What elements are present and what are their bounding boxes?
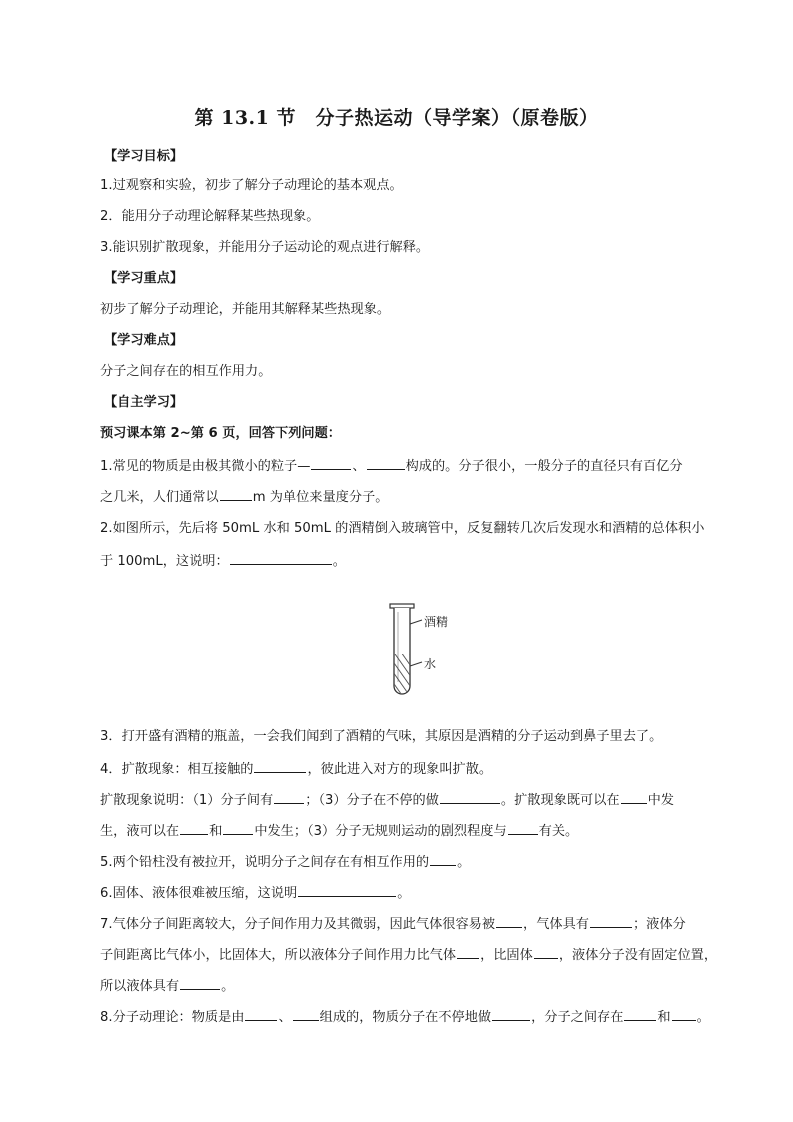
q7-blank-1[interactable] <box>496 913 522 928</box>
q2-text-b: 于 100mL，这说明： <box>100 554 229 569</box>
q4-blank-5[interactable] <box>180 820 208 835</box>
q1-blank-1[interactable] <box>311 455 351 470</box>
q4-text-e: 。扩散现象既可以在 <box>500 793 620 808</box>
q7-blank-4[interactable] <box>534 944 558 959</box>
q8-blank-5[interactable] <box>672 1006 696 1021</box>
q8-blank-2[interactable] <box>293 1006 319 1021</box>
q7-blank-2[interactable] <box>590 913 632 928</box>
objective-3: 3.能识别扩散现象，并能用分子运动论的观点进行解释。 <box>100 240 430 255</box>
question-8 <box>100 1006 725 1028</box>
q4-text-b: ，彼此进入对方的现象叫扩散。 <box>307 762 493 777</box>
q4-blank-4[interactable] <box>621 789 647 804</box>
question-3: 3．打开盛有酒精的瓶盖，一会我们闻到了酒精的气味，其原因是酒精的分子运动到鼻子里去了。 <box>100 729 663 744</box>
question-1-line-1 <box>100 455 725 477</box>
question-6 <box>100 882 725 904</box>
q6-blank-1[interactable] <box>298 882 396 897</box>
q1-blank-2[interactable] <box>367 455 405 470</box>
q4-text-g: 生，液可以在 <box>100 824 180 839</box>
q8-blank-1[interactable] <box>245 1006 277 1021</box>
q7-text-f: ，液体分子没有固定位置， <box>558 948 718 963</box>
q4-text-f: 中发 <box>647 793 674 808</box>
question-7-line-2 <box>100 944 725 966</box>
q8-text-e: 和 <box>657 1010 671 1025</box>
q7-text-a: 7.气体分子间距离较大，分子间作用力及其微弱，因此气体很容易被 <box>100 917 496 932</box>
question-5 <box>100 851 725 873</box>
q1-blank-3[interactable] <box>220 486 252 501</box>
q4-text-i: 中发生；（3）分子无规则运动的剧烈程度与 <box>254 824 507 839</box>
q7-text-d: 子间距离比气体小，比固体大，所以液体分子间作用力比气体 <box>100 948 457 963</box>
section-self-study: 【自主学习】 <box>104 395 184 410</box>
section-difficulties: 【学习难点】 <box>104 333 184 348</box>
objective-2: 2．能用分子动理论解释某些热现象。 <box>100 209 320 224</box>
q7-blank-3[interactable] <box>457 944 479 959</box>
page-title: 第 13.1 节 分子热运动（导学案）（原卷版） <box>194 107 599 129</box>
q8-text-f: 。 <box>696 1010 710 1025</box>
q7-text-g: 所以液体具有 <box>100 979 180 994</box>
label-alcohol: 酒精 <box>424 615 449 629</box>
question-2-line-2 <box>100 550 725 572</box>
q5-blank-1[interactable] <box>430 851 456 866</box>
question-7-line-1 <box>100 913 725 935</box>
q4-text-a: 4．扩散现象：相互接触的 <box>100 762 254 777</box>
q2-text-c: 。 <box>332 554 346 569</box>
q7-blank-5[interactable] <box>180 975 220 990</box>
label-water: 水 <box>424 657 437 671</box>
test-tube-figure <box>370 598 490 708</box>
q7-text-h: 。 <box>221 979 235 994</box>
q1-text-b: 、 <box>352 459 366 474</box>
q8-blank-4[interactable] <box>624 1006 656 1021</box>
test-tube-illustration <box>370 598 490 708</box>
q6-text-b: 。 <box>397 886 411 901</box>
q8-text-c: 组成的，物质分子在不停地做 <box>319 1010 492 1025</box>
q1-text-a: 1.常见的物质是由极其微小的粒子— <box>100 459 311 474</box>
question-4-line-3 <box>100 820 725 842</box>
q4-text-j: 有关。 <box>538 824 579 839</box>
q8-text-b: 、 <box>278 1010 292 1025</box>
objective-1: 1.过观察和实验，初步了解分子动理论的基本观点。 <box>100 178 403 193</box>
q4-blank-2[interactable] <box>274 789 304 804</box>
key-point-text: 初步了解分子动理论，并能用其解释某些热现象。 <box>100 302 391 317</box>
q7-text-e: ，比固体 <box>480 948 533 963</box>
q1-text-c: 构成的。分子很小，一般分子的直径只有百亿分 <box>405 459 683 474</box>
q8-blank-3[interactable] <box>492 1006 530 1021</box>
preview-instruction: 预习课本第 2~第 6 页，回答下列问题： <box>100 426 341 441</box>
q4-text-c: 扩散现象说明：（1）分子间有 <box>100 793 274 808</box>
question-7-line-3 <box>100 975 725 997</box>
q5-text-b: 。 <box>457 855 471 870</box>
q7-text-b: ，气体具有 <box>523 917 589 932</box>
q4-text-h: 和 <box>209 824 223 839</box>
q8-text-a: 8.分子动理论：物质是由 <box>100 1010 245 1025</box>
q1-text-d: 之几米，人们通常以 <box>100 490 219 505</box>
question-4-line-1 <box>100 758 725 780</box>
q4-blank-7[interactable] <box>508 820 538 835</box>
question-4-line-2 <box>100 789 725 811</box>
q4-text-d: ；（3）分子在不停的做 <box>305 793 439 808</box>
q5-text-a: 5.两个铅柱没有被拉开，说明分子之间存在有相互作用的 <box>100 855 430 870</box>
question-1-line-2 <box>100 486 725 508</box>
q4-blank-6[interactable] <box>223 820 253 835</box>
section-key-points: 【学习重点】 <box>104 271 184 286</box>
section-objectives: 【学习目标】 <box>104 149 184 164</box>
q1-text-e: m 为单位来量度分子。 <box>252 490 389 505</box>
q7-text-c: ；液体分 <box>632 917 686 932</box>
q2-blank-1[interactable] <box>230 550 332 565</box>
difficulty-text: 分子之间存在的相互作用力。 <box>100 364 272 379</box>
q6-text-a: 6.固体、液体很难被压缩，这说明 <box>100 886 298 901</box>
q4-blank-3[interactable] <box>440 789 500 804</box>
q8-text-d: ，分子之间存在 <box>531 1010 624 1025</box>
q4-blank-1[interactable] <box>254 758 306 773</box>
question-2-line-1: 2.如图所示，先后将 50mL 水和 50mL 的酒精倒入玻璃管中，反复翻转几次后发现水和酒精的总体积小 <box>100 521 705 536</box>
